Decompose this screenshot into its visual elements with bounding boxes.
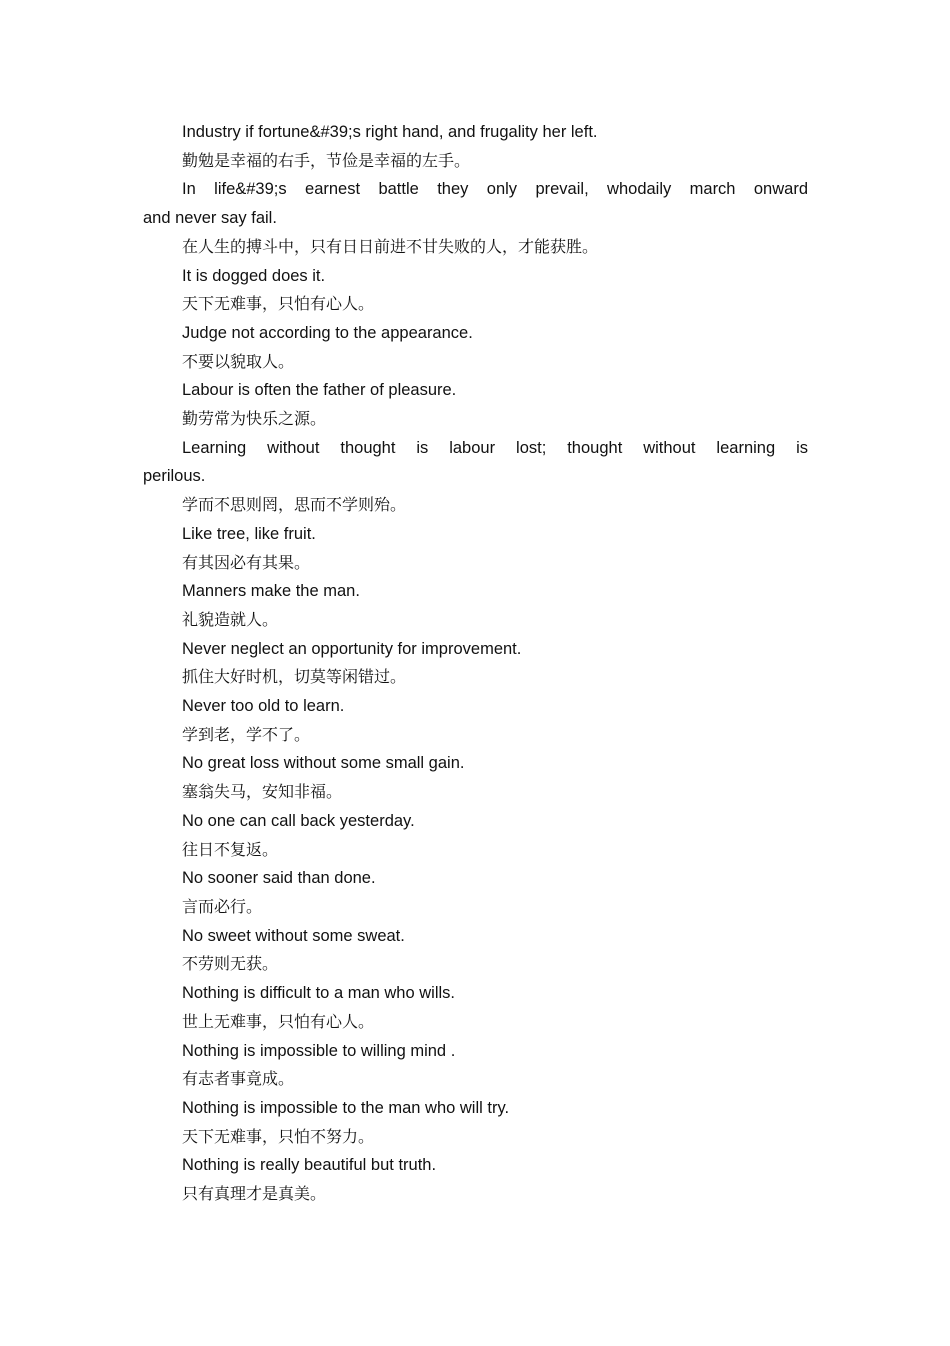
proverb-english: Nothing is really beautiful but truth. [182,1156,437,1175]
proverb-chinese: 不要以貌取人。 [182,351,295,371]
proverb-chinese: 有志者事竟成。 [182,1069,295,1089]
proverb-chinese: 不劳则无获。 [182,954,279,974]
proverb-english-line-2: perilous. [143,467,206,486]
proverb-english-line-1: Learning without thought is labour lost; thought without learning is [182,438,808,457]
proverb-english-line-1: In life&#39;s earnest battle they only prevail, whodaily march onward [182,180,808,199]
proverb-english: Nothing is impossible to the man who will try. [182,1098,510,1117]
proverb-chinese: 天下无难事，只怕不努力。 [182,1126,375,1146]
proverb-english: No sooner said than done. [182,869,376,888]
proverb-chinese: 言而必行。 [182,896,263,916]
proverb-chinese: 抓住大好时机，切莫等闲错过。 [182,667,407,687]
proverb-english: Manners make the man. [182,582,360,601]
proverb-english: Judge not according to the appearance. [182,323,473,342]
proverb-chinese: 在人生的搏斗中，只有日日前进不甘失败的人，才能获胜。 [182,236,599,256]
proverb-english: Labour is often the father of pleasure. [182,381,457,400]
proverb-english-wrapped [143,175,808,232]
proverb-english: Never neglect an opportunity for improvement. [182,639,522,658]
proverb-chinese: 勤劳常为快乐之源。 [182,409,327,429]
proverb-english: Like tree, like fruit. [182,524,316,543]
proverb-english: It is dogged does it. [182,266,326,285]
proverb-chinese: 学到老，学不了。 [182,724,311,744]
proverb-chinese: 只有真理才是真美。 [182,1184,327,1204]
proverb-english: No one can call back yesterday. [182,811,415,830]
proverb-english: Nothing is impossible to willing mind . [182,1041,456,1060]
proverb-english: No sweet without some sweat. [182,926,405,945]
proverb-english: Nothing is difficult to a man who wills. [182,984,455,1003]
proverb-english-wrapped [143,434,808,491]
document-body [143,118,808,1209]
proverb-chinese: 世上无难事，只怕有心人。 [182,1011,375,1031]
proverb-english: No great loss without some small gain. [182,754,465,773]
proverb-chinese: 塞翁失马，安知非福。 [182,782,343,802]
proverb-chinese: 天下无难事，只怕有心人。 [182,294,375,314]
proverb-english: Industry if fortune&#39;s right hand, and frugality her left. [182,123,598,141]
proverb-english: Never too old to learn. [182,697,345,716]
proverb-english-line-2: and never say fail. [143,209,277,228]
proverb-chinese: 勤勉是幸福的右手，节俭是幸福的左手。 [182,150,471,170]
proverb-chinese: 有其因必有其果。 [182,552,311,572]
proverb-chinese: 往日不复返。 [182,839,279,859]
proverb-chinese: 学而不思则罔，思而不学则殆。 [182,495,407,515]
proverb-chinese: 礼貌造就人。 [182,609,279,629]
